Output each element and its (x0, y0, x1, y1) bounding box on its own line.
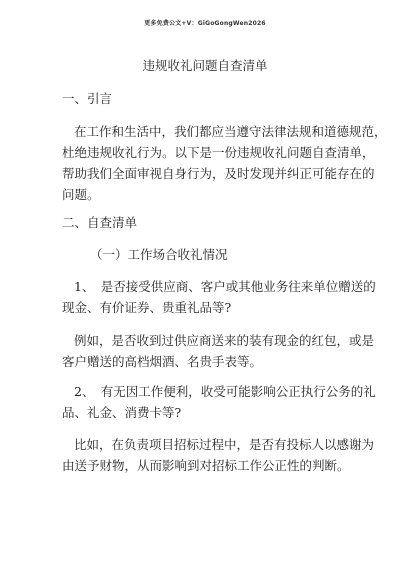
intro-paragraph (62, 121, 387, 205)
item-2-line-2: 品、礼金、消费卡等? (62, 405, 182, 420)
item-2-example-line-1: 比如，在负责项目招标过程中，是否有投标人以感谢为 (74, 437, 375, 452)
item-1-line-1: 1、 是否接受供应商、客户或其他业务往来单位赠送的 (74, 279, 376, 294)
item-1 (62, 276, 376, 318)
document-title: 违规收礼问题自查清单 (142, 58, 268, 73)
item-2-example (62, 434, 375, 476)
item-1-line-2: 现金、有价证券、贵重礼品等? (62, 300, 232, 315)
section-heading-intro: 一、引言 (62, 91, 113, 106)
item-2-example-line-2: 由送予财物，从而影响到对招标工作公正性的判断。 (62, 458, 350, 473)
item-2 (62, 381, 376, 423)
intro-line-1: 在工作和生活中，我们都应当遵守法律法规和道德规范， (74, 124, 387, 139)
section-heading-checklist: 二、自查清单 (62, 215, 138, 230)
header-note: 更多免费公文+V：GiGoGongWen2026 (144, 20, 266, 27)
item-2-line-1: 2、 有无因工作便利，收受可能影响公正执行公务的礼 (74, 384, 376, 399)
item-1-example (62, 330, 375, 372)
item-1-example-line-2: 客户赠送的高档烟酒、名贵手表等。 (62, 354, 263, 369)
intro-line-4: 问题。 (62, 187, 100, 202)
intro-line-3: 帮助我们全面审视自身行为，及时发现并纠正可能存在的 (62, 166, 375, 181)
intro-line-2: 杜绝违规收礼行为。以下是一份违规收礼问题自查清单， (62, 145, 375, 160)
sub-heading-workplace: （一）工作场合收礼情况 (90, 247, 228, 262)
item-1-example-line-1: 例如，是否收到过供应商送来的装有现金的红包，或是 (74, 333, 375, 348)
